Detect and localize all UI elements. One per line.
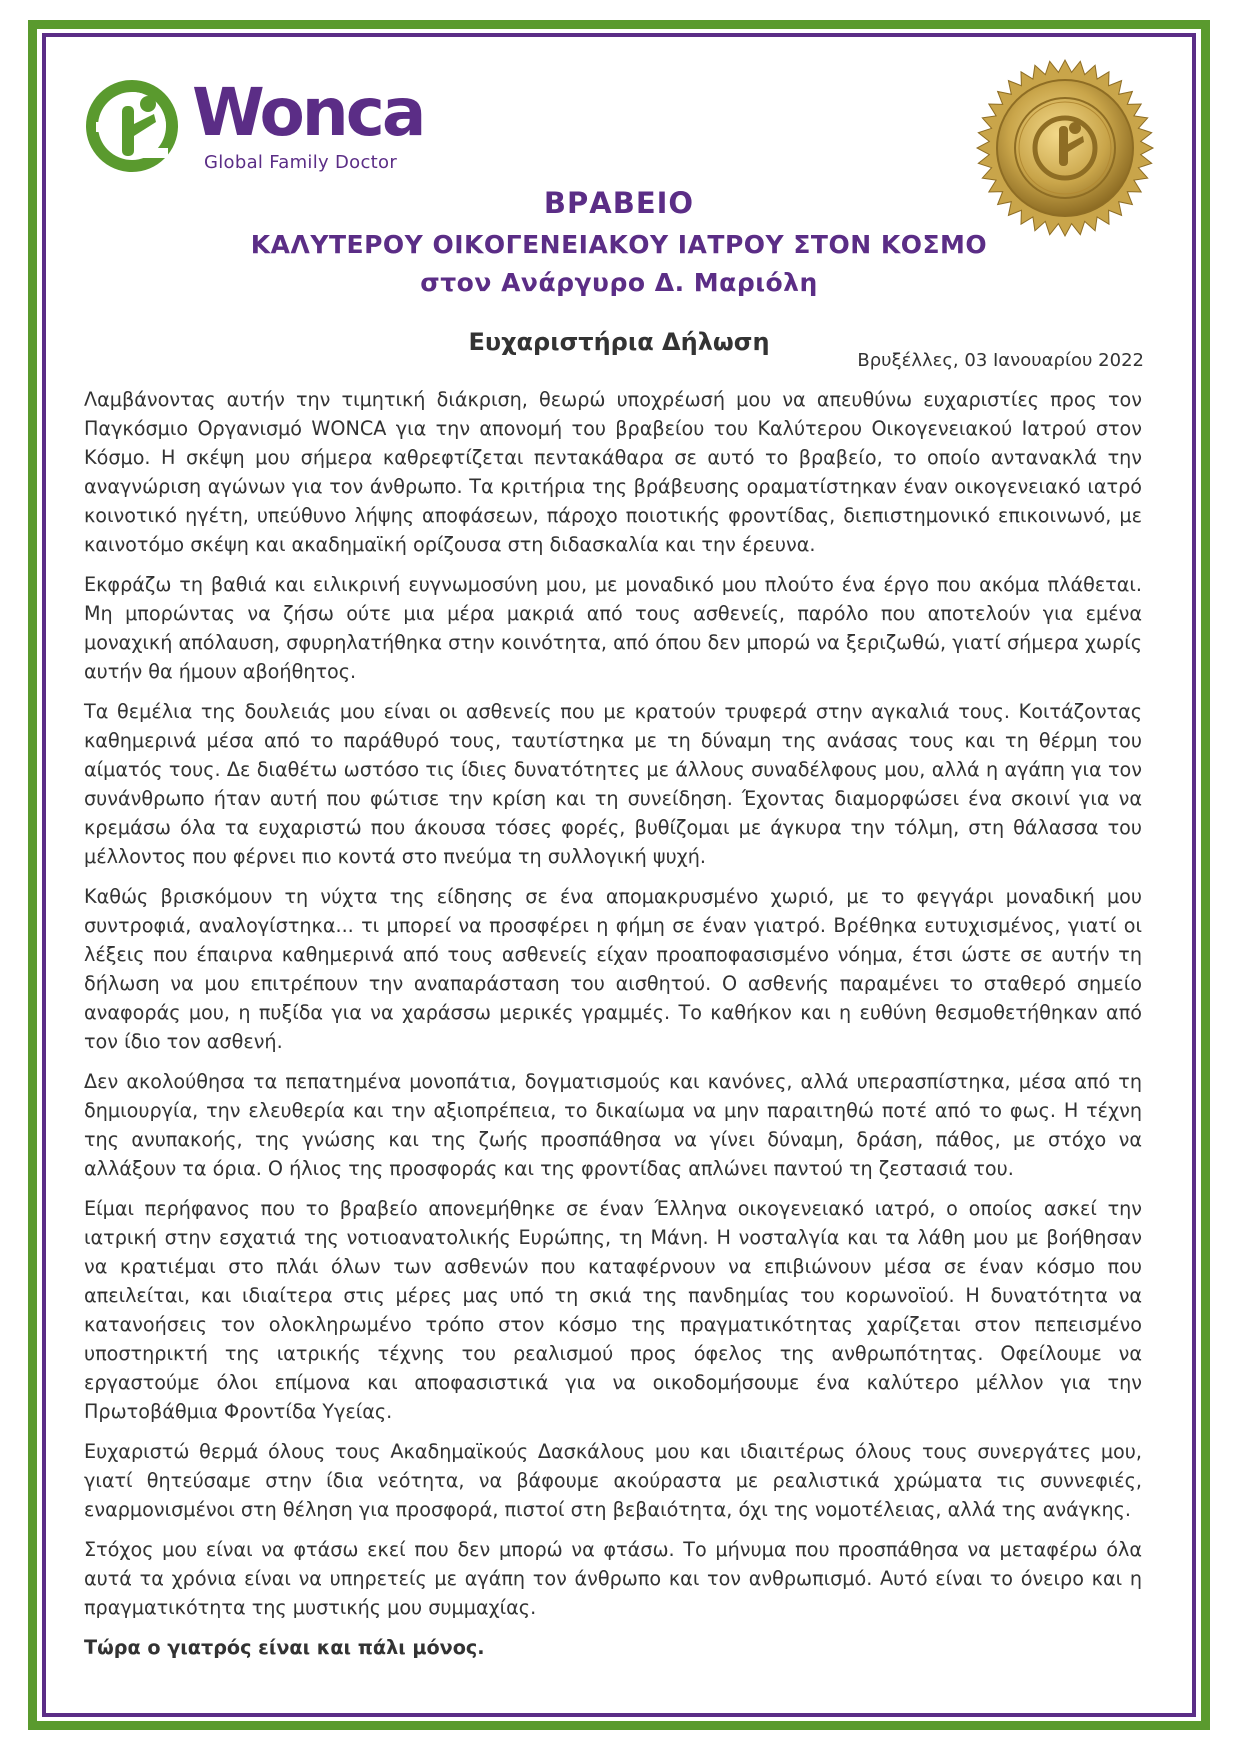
wonca-tagline: Global Family Doctor <box>204 152 398 173</box>
wonca-logo <box>82 74 424 176</box>
paragraph: Ευχαριστώ θερμά όλους τους Ακαδημαϊκούς Δασκάλους μου και ιδιαιτέρως όλους τους συνεργάτες μου, γιατί θητεύσαμε στην ίδια νεότητα, να βάφουμε ακούραστα με ρεαλιστικά χρώματα τις συννεφιές, εναρμονισμένοι στη θέληση για προσφορά, πιστοί στη βεβαιότητα, όχι της νομοτέλειας, αλλά της ανάγκης. <box>84 1440 1142 1521</box>
wonca-wordmark: Wonca <box>192 74 424 151</box>
place-date: Βρυξέλλες, 03 Ιανουαρίου 2022 <box>857 350 1144 371</box>
paragraph: Καθώς βρισκόμουν τη νύχτα της είδησης σε ένα απομακρυσμένο χωριό, με το φεγγάρι μοναδική μου συντροφιά, αναλογίστηκα... τι μπορεί να προσφέρει η φήμη σε έναν γιατρό. Βρέθηκα ευτυχισμένος, γιατί οι λέξεις που έπαιρνα καθημερινά από τους ασθενείς είχαν προαποφασισμένο νόημα, έτσι ώστε σε αυτήν τη δήλωση να μου επιτρέπουν την αναπαράσταση του αισθητού. Ο ασθενής παραμένει το σταθερό σημείο αναφοράς μου, η πυξίδα για να χαράσσω μερικές γραμμές. Το καθήκον και η ευθύνη θεσμοθετήθηκαν από τον ίδιο τον ασθενή. <box>84 885 1142 1053</box>
award-recipient: στον Ανάργυρο Δ. Μαριόλη <box>420 268 818 297</box>
paragraph: Είμαι περήφανος που το βραβείο απονεμήθηκε σε έναν Έλληνα οικογενειακό ιατρό, ο οποίος ασκεί την ιατρική στην εσχατιά της νοτιοανατολικής Ευρώπης, τη Μάνη. Η νοσταλγία και τα λάθη μου με βοήθησαν να κρατιέμαι στο πλάι όλων των ασθενών που καταφέρνουν να επιβιώνουν μέσα σε έναν κόσμο που απειλείται, και ιδιαίτερα στις μέρες μας υπό τη σκιά της πανδημίας του κορωνοϊού. Η δυνατότητα να κατανοήσεις τον ολοκληρωμένο τρόπο στον κόσμο της πραγματικότητας χαρίζεται στον πεπεισμένο υποστηρικτή της ιατρικής τέχνης του ρεαλισμού προς όφελος της ανθρωπότητας. Οφείλουμε να εργαστούμε όλοι επίμονα και αποφασιστικά για να οικοδομήσουμε ένα καλύτερο μέλλον για την Πρωτοβάθμια Φροντίδα Υγείας. <box>84 1197 1142 1423</box>
award-title: ΒΡΑΒΕΙΟ <box>543 186 695 220</box>
paragraph: Στόχος μου είναι να φτάσω εκεί που δεν μπορώ να φτάσω. Το μήνυμα που προσπάθησα να μεταφέρω όλα αυτά τα χρόνια είναι να υπηρετείς με αγάπη τον άνθρωπο και τον ανθρωπισμό. Αυτό είναι το όνειρο και η πραγματικότητα της μυστικής μου συμμαχίας. <box>84 1538 1142 1619</box>
paragraph: Εκφράζω τη βαθιά και ειλικρινή ευγνωμοσύνη μου, με μοναδικό μου πλούτο ένα έργο που ακόμα πλάθεται. Μη μπορώντας να ζήσω ούτε μια μέρα μακριά από τους ασθενείς, παρόλο που αποτελούν για εμένα μοναχική απόλαυση, σφυρηλατήθηκα στην κοινότητα, από όπου δεν μπορώ να ξεριζωθώ, γιατί σήμερα χωρίς αυτήν θα ήμουν αβοήθητος. <box>84 573 1142 683</box>
statement-body <box>84 385 1142 1673</box>
document-heading: Ευχαριστήρια Δήλωση <box>468 328 770 356</box>
paragraph: Τα θεμέλια της δουλειάς μου είναι οι ασθενείς που με κρατούν τρυφερά στην αγκαλιά τους. Κοιτάζοντας καθημερινά μέσα από το παράθυρό τους, ταυτίστηκα με τη δύναμη της ανάσας τους και τη θέρμη του αίματός τους. Δε διαθέτω ωστόσο τις ίδιες δυνατότητες με άλλους συναδέλφους μου, αλλά η αγάπη για τον συνάνθρωπο ήταν αυτή που φώτισε την κρίση και τη συνείδηση. Έχοντας διαμορφώσει ένα σκοινί για να κρεμάσω όλα τα ευχαριστώ που άκουσα τόσες φορές, βυθίζομαι με άγκυρα την τόλμη, στη θάλασσα του μέλλοντος που φέρνει πιο κοντά στο πνεύμα τη συλλογική ψυχή. <box>84 700 1142 868</box>
award-subtitle: ΚΑΛΥΤΕΡΟΥ ΟΙΚΟΓΕΝΕΙΑΚΟΥ ΙΑΤΡΟΥ ΣΤΟΝ ΚΟΣΜΟ <box>250 230 988 259</box>
wonca-emblem-icon <box>82 76 182 176</box>
paragraph: Λαμβάνοντας αυτήν την τιμητική διάκριση, θεωρώ υποχρέωσή μου να απευθύνω ευχαριστίες προς τον Παγκόσμιο Οργανισμό WONCA για την απονομή του βραβείου του Καλύτερου Οικογενειακού Ιατρού στον Κόσμο. Η σκέψη μου σήμερα καθρεφτίζεται πεντακάθαρα σε αυτό το βραβείο, το οποίο αντανακλά την αναγνώριση αγώνων για τον άνθρωπο. Τα κριτήρια της βράβευσης οραματίστηκαν έναν οικογενειακό ιατρό κοινοτικό ηγέτη, υπεύθυνο λήψης αποφάσεων, πάροχο ποιοτικής φροντίδας, διεπιστημονικό επικοινωνό, με καινοτόμο σκέψη και ακαδημαϊκή ορίζουσα στη διδασκαλία και την έρευνα. <box>84 388 1142 556</box>
paragraph: Δεν ακολούθησα τα πεπατημένα μονοπάτια, δογματισμούς και κανόνες, αλλά υπερασπίστηκα, μέσα από τη δημιουργία, την ελευθερία και την αξιοπρέπεια, το δικαίωμα να μην παραιτηθώ ποτέ από το φως. Η τέχνη της ανυπακοής, της γνώσης και της ζωής προσπάθησα να γίνει δύναμη, δράση, πάθος, με στόχο να αλλάξουν τα όρια. Ο ήλιος της προσφοράς και της φροντίδας απλώνει παντού τη ζεστασιά του. <box>84 1070 1142 1180</box>
closing-sentence: Τώρα ο γιατρός είναι και πάλι μόνος. <box>84 1636 485 1659</box>
